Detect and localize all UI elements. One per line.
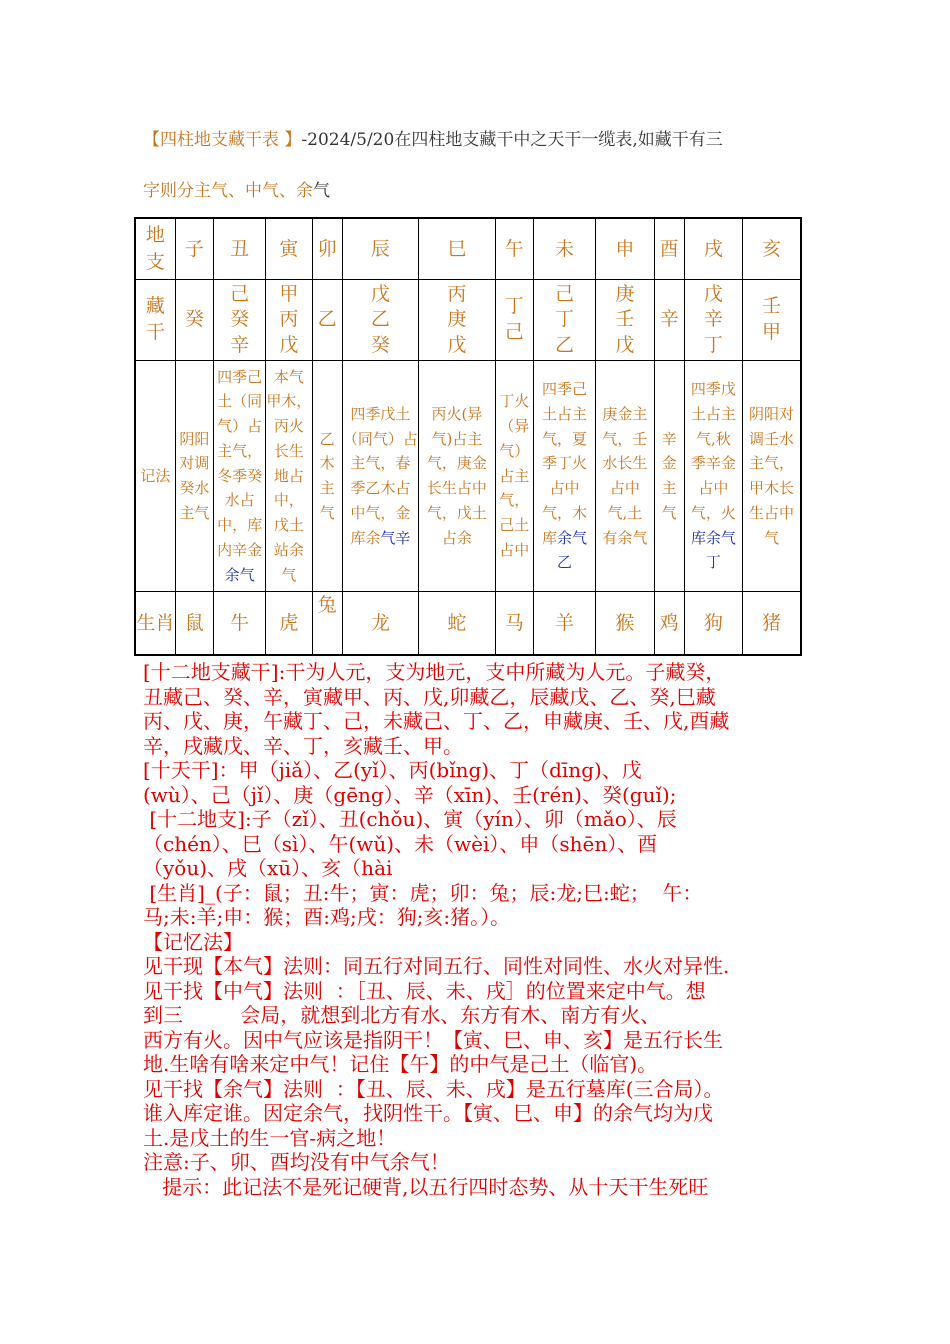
notes-cell — [213, 361, 265, 592]
branches-cell: 丑 — [213, 218, 265, 280]
row-label: 生肖 — [135, 592, 175, 656]
notes-text: 庚金主 气，壬 水长生 占中 气,土 有余气 — [602, 404, 648, 547]
notes-cell — [684, 361, 742, 592]
branches-cell: 酉 — [654, 218, 684, 280]
text-line: [十二地支藏干]:干为人元，支为地元，支中所藏为人元。子藏癸， — [143, 660, 726, 684]
table-row — [135, 592, 801, 656]
hidden-cell: 己 癸 辛 — [213, 280, 265, 361]
explanation-text — [143, 660, 813, 1199]
zodiac-cell: 马 — [495, 592, 533, 656]
zodiac-cell: 蛇 — [419, 592, 495, 656]
text-line: [十二地支]:子（zǐ）、丑(chǒu)、寅（yín）、卯（mǎo）、辰 — [143, 807, 677, 831]
document-title-line-2 — [143, 176, 813, 201]
text-line: 谁入库定谁。因定余气，找阴性干。【寅、巳、申】的余气均为戊 — [143, 1101, 713, 1125]
row-label: 藏 干 — [135, 280, 175, 361]
hidden-cell: 戊 辛 丁 — [684, 280, 742, 361]
notes-text: 四季己 土占主 气，夏 季丁火 占中 气，木 库 — [541, 380, 588, 547]
branches-cell: 亥 — [743, 218, 801, 280]
notes-text-blue: 库余气 丁 — [690, 528, 736, 572]
branches-cell: 申 — [596, 218, 654, 280]
text-line: 西方有火。因中气应该是指阴干！【寅、巳、申、亥】是五行长生 — [143, 1027, 723, 1052]
notes-cell — [654, 361, 684, 592]
zodiac-cell: 龙 — [342, 592, 418, 656]
notes-text: 本气 甲木， 丙火 长生 地占 中， 戊土 站余 气 — [266, 367, 312, 584]
text-line: 丑藏己、癸、辛，寅藏甲、丙、戊,卯藏乙，辰藏戊、乙、癸,巳藏 — [143, 684, 716, 709]
notes-cell — [312, 361, 342, 592]
hidden-cell: 辛 — [654, 280, 684, 361]
hidden-cell: 庚 壬 戊 — [596, 280, 654, 361]
hidden-cell: 甲 丙 戊 — [266, 280, 312, 361]
text-line: [生肖]_(子：鼠；丑:牛；寅：虎；卯：兔；辰:龙;巳:蛇； 午： — [143, 880, 703, 905]
notes-cell — [743, 361, 801, 592]
title-date-text: -2024/5/20在四柱地支藏干中之天干一缆表,如藏干有三 — [301, 130, 723, 150]
notes-text: 辛 金 主 气 — [661, 429, 677, 522]
text-line: 丙、戊、庚，午藏丁、己，未藏己、丁、乙，申藏庚、壬、戊,酉藏 — [143, 709, 730, 733]
text-line: （chén）、巳（sì）、午(wǔ)、未（wèi）、申（shēn）、酉 — [143, 831, 658, 856]
notes-cell — [175, 361, 213, 592]
notes-cell — [419, 361, 495, 592]
notes-text: 阴阳 对调 癸水 主气 — [179, 429, 210, 522]
text-line: （yǒu)、戌（xū）、亥（hài — [143, 856, 393, 880]
notes-cell — [533, 361, 595, 592]
zodiac-cell: 羊 — [533, 592, 595, 656]
zodiac-cell: 狗 — [684, 592, 742, 656]
branches-cell: 巳 — [419, 218, 495, 280]
text-line: (wù）、己（jǐ）、庚（gēng）、辛（xīn)、壬(rén)、癸(guǐ); — [143, 782, 677, 807]
notes-text: 四季己 土（同 气）占 主气， 冬季癸 水占 中，库 内辛金 — [217, 367, 263, 559]
branches-cell: 午 — [495, 218, 533, 280]
hidden-cell: 戊 乙 癸 — [342, 280, 418, 361]
zodiac-cell: 虎 — [266, 592, 312, 656]
table-row — [135, 218, 801, 280]
document-title-line-1 — [143, 125, 813, 150]
branches-cell: 卯 — [312, 218, 342, 280]
text-line: 见干找【中气】法则 ：［丑、辰、未、戌］的位置来定中气。想 — [143, 978, 706, 1003]
row-label: 记法 — [135, 361, 175, 592]
row-label: 地 支 — [135, 218, 175, 280]
table-row — [135, 280, 801, 361]
zodiac-cell: 牛 — [213, 592, 265, 656]
text-line: 地.生啥有啥来定中气！记住【午】的中气是己土（临官)。 — [143, 1052, 658, 1076]
notes-text: 四季戊 土占主 气,秋 季辛金 占中 气，火 — [690, 380, 736, 522]
notes-text: 乙 木 主 气 — [319, 429, 335, 522]
text-line: 提示：此记法不是死记硬背,以五行四时态势、从十天干生死旺 — [143, 1174, 709, 1199]
text-line: 【记忆法】 — [143, 929, 243, 954]
zodiac-cell: 鸡 — [654, 592, 684, 656]
notes-cell — [342, 361, 418, 592]
text-line: 辛，戌藏戊、辛、丁，亥藏壬、甲。 — [143, 733, 463, 758]
notes-text-blue: 余气 — [224, 565, 255, 584]
hidden-cell: 丙 庚 戊 — [419, 280, 495, 361]
title-bracket: 【四柱地支藏干表 】 — [143, 130, 302, 150]
hidden-cell: 己 丁 乙 — [533, 280, 595, 361]
notes-cell — [266, 361, 312, 592]
zodiac-cell: 兔 — [312, 592, 342, 656]
notes-text-blue: 气辛 — [380, 528, 411, 547]
text-line: [十天干]：甲（jiǎ）、乙(yǐ）、丙(bǐng)、丁（dīng)、戊 — [143, 758, 642, 782]
text-line: 见干找【余气】法则 ：【丑、辰、未、戌】是五行墓库(三合局）。 — [143, 1076, 724, 1101]
title-line2-main: 字则分主气、中气、余 — [143, 181, 313, 201]
text-line: 见干现【本气】法则：同五行对同五行、同性对同性、水火对异性. — [143, 954, 730, 978]
notes-text: 四季戊土 （同气）占 主气，春 季乙木占 中气，金 库余 — [342, 404, 418, 547]
notes-text: 阴阳对 调壬水 主气， 甲木长 生占中 气 — [749, 404, 795, 547]
notes-cell — [596, 361, 654, 592]
zodiac-cell: 鼠 — [175, 592, 213, 656]
branches-cell: 未 — [533, 218, 595, 280]
hidden-cell: 癸 — [175, 280, 213, 361]
text-line: 注意:子、卯、酉均没有中气余气！ — [143, 1150, 450, 1174]
zodiac-cell: 猪 — [743, 592, 801, 656]
notes-cell — [495, 361, 533, 592]
branches-cell: 戌 — [684, 218, 742, 280]
hidden-stems-table — [134, 217, 802, 656]
hidden-cell: 丁 己 — [495, 280, 533, 361]
notes-text: 丙火(异 气)占主 气，庚金 长生占中 气，戊土 占余 — [426, 404, 487, 547]
hidden-cell: 乙 — [312, 280, 342, 361]
hidden-cell: 壬 甲 — [743, 280, 801, 361]
text-line: 马;未:羊;申：猴；酉:鸡;戌：狗;亥:猪。）。 — [143, 905, 511, 929]
table-row — [135, 361, 801, 592]
zodiac-cell: 猴 — [596, 592, 654, 656]
notes-text-blue: 余气 乙 — [557, 528, 588, 572]
title-line2-tail: 气 — [313, 181, 330, 201]
text-line: 到三 会局，就想到北方有水、东方有木、南方有火、 — [143, 1003, 661, 1027]
text-line: 土.是戊土的生一官-病之地！ — [143, 1125, 397, 1150]
notes-text: 丁火 （异 气） 占主 气， 己土 占中 — [499, 392, 530, 559]
branches-cell: 辰 — [342, 218, 418, 280]
branches-cell: 子 — [175, 218, 213, 280]
branches-cell: 寅 — [266, 218, 312, 280]
